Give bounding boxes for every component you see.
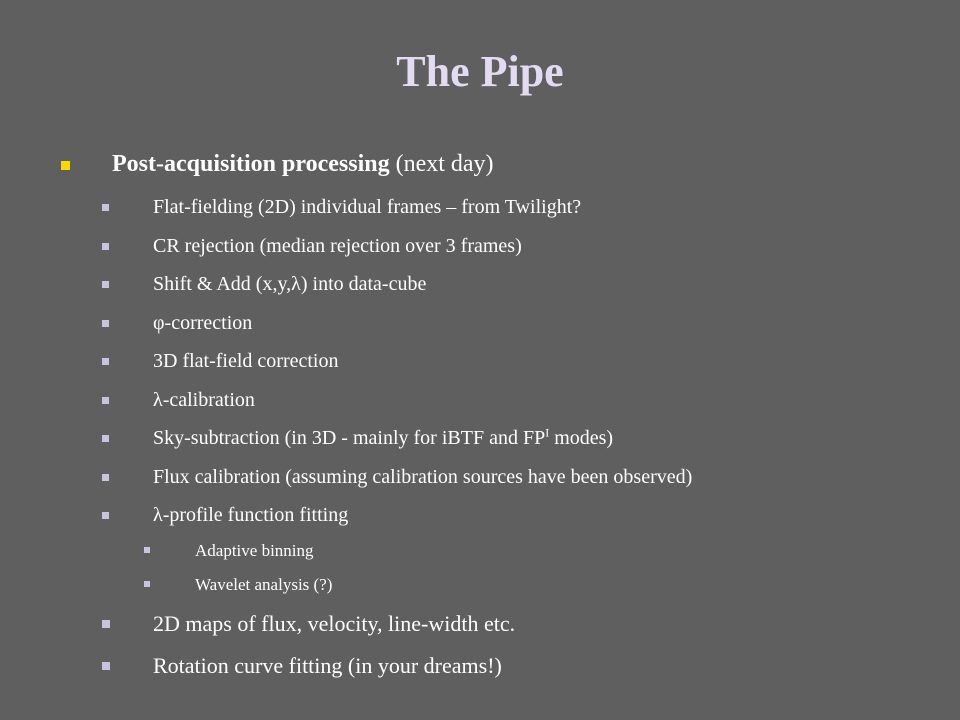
list-item: [153, 196, 581, 219]
list-item-suffix: modes): [549, 427, 614, 449]
main-heading-item: [112, 151, 494, 178]
square-bullet-icon: [102, 281, 109, 288]
heading-rest-text: (next day): [389, 151, 494, 177]
list-item-text: Flat-fielding (2D) individual frames – from Twilight?: [153, 196, 582, 218]
list-item-text: λ-calibration: [153, 389, 255, 411]
list-item-text: Sky-subtraction (in 3D - mainly for iBTF and FP: [153, 427, 546, 449]
sub-list-item-text: Wavelet analysis (?): [195, 575, 333, 594]
sub-list-item-text: Adaptive binning: [195, 541, 314, 560]
square-bullet-icon: [102, 320, 109, 327]
list-item-text: λ-profile function fitting: [153, 504, 349, 526]
list-item-text: Rotation curve fitting (in your dreams!): [153, 653, 502, 678]
list-item-text: 3D flat-field correction: [153, 350, 339, 372]
list-item-text: Shift & Add (x,y,λ) into data-cube: [153, 273, 427, 295]
square-bullet-icon: [102, 512, 109, 519]
list-item: [153, 389, 255, 412]
square-bullet-icon: [61, 161, 70, 170]
square-bullet-icon: [102, 204, 109, 211]
list-item: [153, 312, 252, 335]
square-bullet-icon: [102, 243, 109, 250]
square-bullet-icon: [102, 397, 109, 404]
square-bullet-icon: [102, 620, 110, 628]
list-item: [153, 273, 426, 296]
sub-list-item: [195, 575, 332, 595]
sub-list-item: [195, 541, 314, 561]
list-item-text: CR rejection (median rejection over 3 frames): [153, 235, 522, 257]
square-bullet-icon: [102, 358, 109, 365]
square-bullet-icon: [144, 581, 150, 587]
square-bullet-icon: [102, 474, 109, 481]
list-item-text: 2D maps of flux, velocity, line-width etc.: [153, 611, 516, 636]
list-item: [153, 504, 348, 527]
list-item-text: φ-correction: [153, 312, 253, 334]
slide-title: The Pipe: [396, 47, 564, 96]
list-item: [153, 350, 338, 373]
heading-bold-text: Post-acquisition processing: [112, 151, 390, 177]
list-item-text: Flux calibration (assuming calibration sources have been observed): [153, 466, 693, 488]
list-item: [153, 427, 613, 450]
list-item: [153, 611, 515, 637]
list-item: [153, 653, 502, 679]
list-item: [153, 466, 692, 489]
list-item: [153, 235, 522, 258]
square-bullet-icon: [144, 547, 150, 553]
superscript-text: I: [545, 425, 550, 440]
square-bullet-icon: [102, 435, 109, 442]
square-bullet-icon: [102, 662, 110, 670]
